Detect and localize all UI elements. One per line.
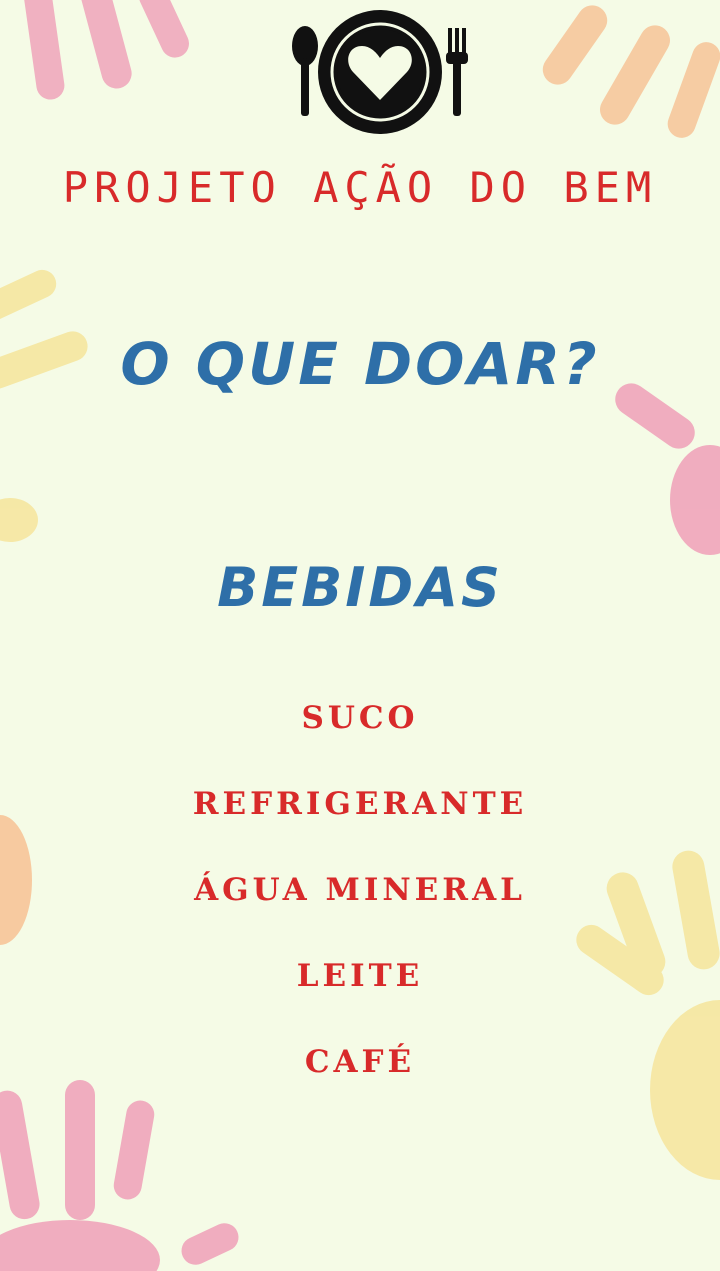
hand-print-top-right — [537, 0, 720, 142]
project-title: PROJETO AÇÃO DO BEM — [62, 163, 658, 212]
donation-question-heading: O QUE DOAR? — [120, 330, 600, 398]
list-item: ÁGUA MINERAL — [194, 872, 526, 908]
drinks-list — [0, 700, 720, 1130]
hand-print-right-pink — [609, 377, 720, 555]
list-item: REFRIGERANTE — [192, 786, 528, 822]
list-item: CAFÉ — [304, 1044, 416, 1080]
list-item: SUCO — [301, 700, 419, 736]
category-heading: BEBIDAS — [217, 556, 503, 619]
plate-heart-cutlery-icon — [290, 8, 470, 138]
hand-print-top-left — [22, 0, 194, 101]
list-item: LEITE — [296, 958, 424, 994]
hand-print-left-middle — [0, 265, 92, 542]
